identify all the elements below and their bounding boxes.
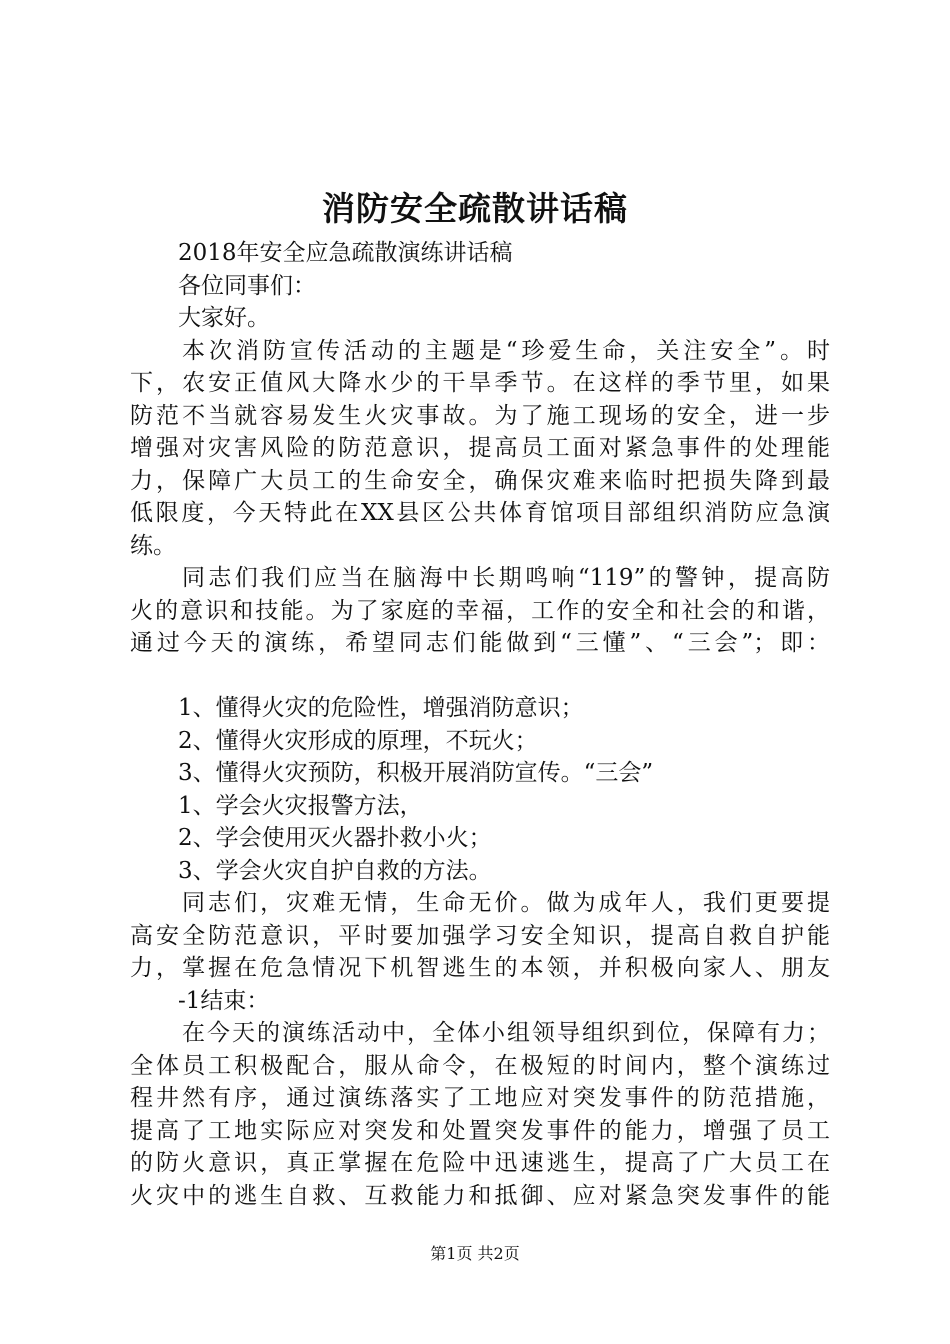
text-line: 火的意识和技能。为了家庭的幸福，工作的安全和社会的和谐， (130, 597, 830, 624)
text-line: 低限度，今天特此在XX县区公共体育馆项目部组织消防应急演 (130, 500, 830, 526)
text-line: 力，掌握在危急情况下机智逃生的本领，并积极向家人、朋友 (130, 955, 830, 981)
text-line: 力，保障广大员工的生命安全，确保灾难来临时把损失降到最 (130, 467, 830, 494)
text-line: 提高了工地实际应对突发和处置突发事件的能力，增强了员工 (130, 1117, 830, 1144)
blank-line (130, 660, 830, 693)
text-line: 程井然有序，通过演练落实了工地应对突发事件的防范措施， (130, 1085, 830, 1111)
text-line: 防范不当就容易发生火灾事故。为了施工现场的安全，进一步 (130, 402, 830, 429)
text-line: 同志们，灾难无情，生命无价。做为成年人，我们更要提 (182, 890, 830, 916)
text-line: 2、学会使用灭火器扑救小火； (178, 825, 492, 851)
text-line: 2、懂得火灾形成的原理，不玩火； (178, 727, 538, 754)
text-line: -1结束： (178, 987, 270, 1014)
text-line: 高安全防范意识，平时要加强学习安全知识，提高自救自护能 (130, 922, 830, 949)
text-line: 1、学会火灾报警方法， (178, 792, 423, 819)
text-line: 下，农安正值风大降水少的干旱季节。在这样的季节里，如果 (130, 370, 830, 396)
text-line: 的防火意识，真正掌握在危险中迅速逃生，提高了广大员工在 (130, 1150, 830, 1176)
text-line: 同志们我们应当在脑海中长期鸣响“119”的警钟，提高防 (182, 565, 830, 591)
text-line: 增强对灾害风险的防范意识，提高员工面对紧急事件的处理能 (130, 435, 830, 461)
page-footer: 第1页 共2页 (430, 1244, 520, 1263)
text-line: 全体员工积极配合，服从命令，在极短的时间内，整个演练过 (130, 1052, 830, 1079)
text-line: 通过今天的演练，希望同志们能做到“三懂”、“三会”；即： (130, 630, 830, 656)
text-line: 1、懂得火灾的危险性，增强消防意识； (178, 695, 584, 721)
text-line: 在今天的演练活动中，全体小组领导组织到位，保障有力； (182, 1020, 830, 1046)
text-line: 大家好。 (178, 305, 270, 331)
text-line: 3、学会火灾自护自救的方法。 (178, 857, 492, 884)
text-line: 3、懂得火灾预防，积极开展消防宣传。“三会” (178, 760, 654, 786)
text-line: 各位同事们： (178, 272, 316, 299)
document-body (130, 237, 830, 1212)
text-line: 练。 (130, 532, 176, 559)
text-line: 2018年安全应急疏散演练讲话稿 (178, 240, 513, 266)
text-line: 火灾中的逃生自救、互救能力和抵御、应对紧急突发事件的能 (130, 1182, 830, 1209)
page-title: 消防安全疏散讲话稿 (322, 189, 628, 228)
text-line: 本次消防宣传活动的主题是“珍爱生命，关注安全”。时 (182, 337, 830, 364)
